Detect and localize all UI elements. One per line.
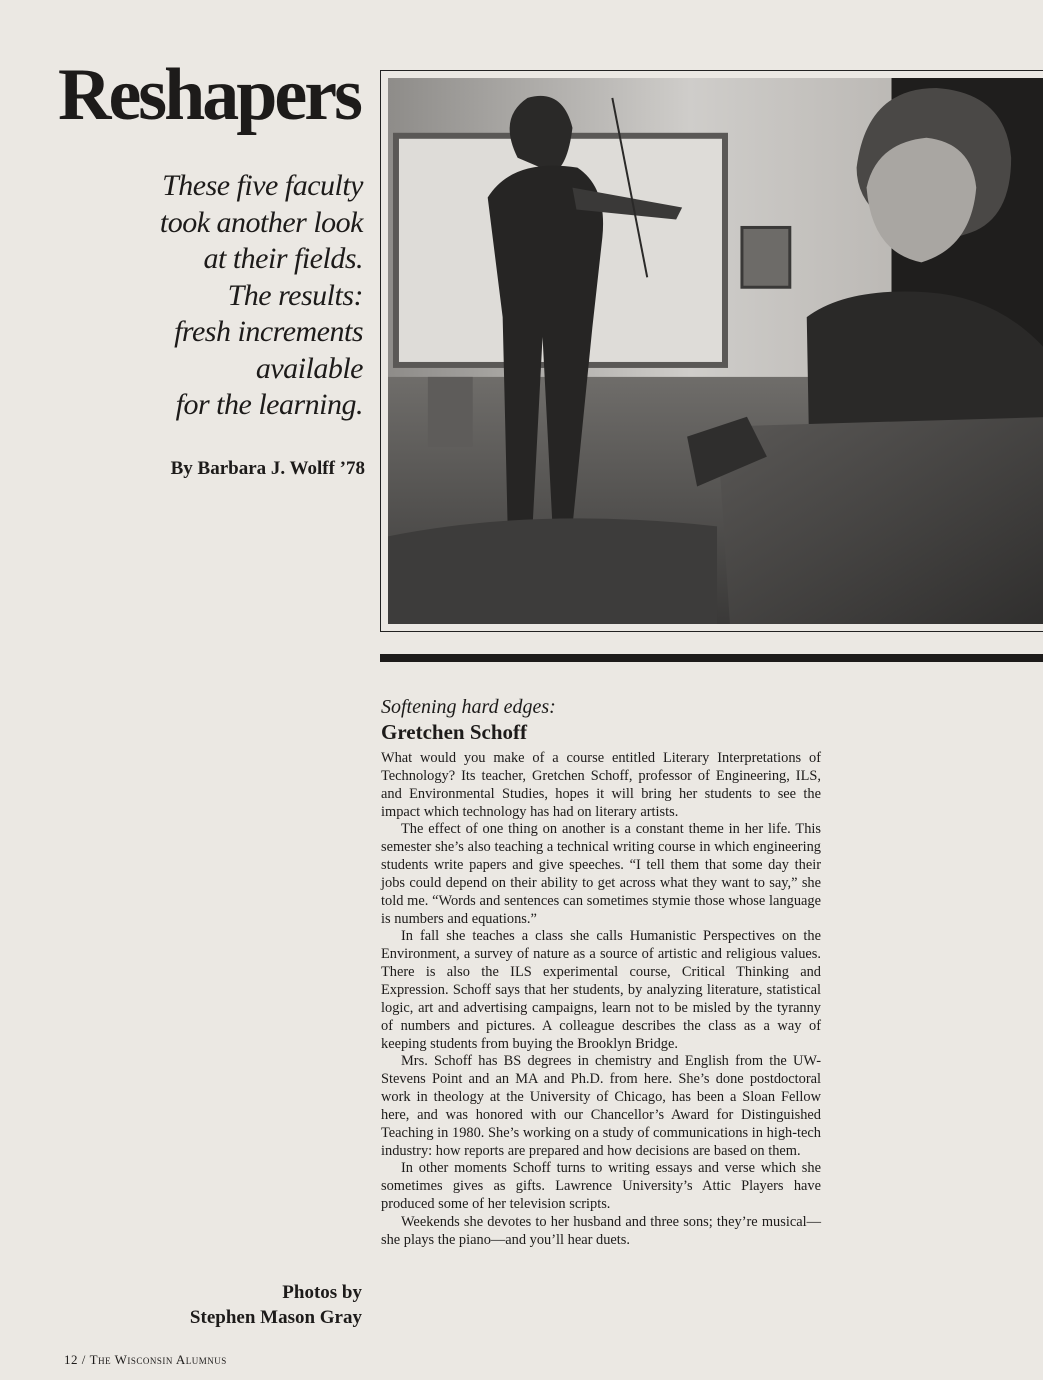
- page-number: 12: [64, 1352, 78, 1367]
- body-paragraph: What would you make of a course entitled Literary Interpretations of Technology? Its teacher, Gretchen Schoff, professor of Engineering, ILS, and Environmental Studies, hopes it will bring her students to see the impact which technology has had on literary artists.: [381, 750, 821, 820]
- deck-line: at their fields.: [203, 242, 363, 275]
- body-paragraph: In fall she teaches a class she calls Humanistic Perspectives on the Environment, a survey of nature as a source of artistic and religious values. There is also the ILS experimental course, Critical Thinking and Expression. Schoff says that her students, by analyzing literature, statistical logic, art and advertising campaigns, learn not to be misled by the tyranny of numbers and pictures. A colleague describes the class as a way of keeping students from buying the Brooklyn Bridge.: [381, 928, 821, 1052]
- section-divider: [380, 654, 1043, 662]
- photo-credit-line: Stephen Mason Gray: [189, 1307, 362, 1328]
- deck-line: fresh increments: [174, 315, 363, 348]
- section-name: Gretchen Schoff: [381, 720, 528, 744]
- photo-credit: [190, 1280, 362, 1330]
- body-paragraph: In other moments Schoff turns to writing essays and verse which she sometimes gives as gifts. Lawrence University’s Attic Players have produced some of her television scripts.: [381, 1160, 821, 1213]
- deck-line: The results:: [227, 278, 363, 312]
- deck-line: These five faculty: [162, 169, 363, 202]
- article-title: Reshapers: [58, 54, 360, 136]
- photo-violinist-and-pianist: [388, 78, 1043, 624]
- byline: By Barbara J. Wolff ’78: [170, 458, 365, 479]
- body-paragraph: Mrs. Schoff has BS degrees in chemistry and English from the UW-Stevens Point and an MA and Ph.D. from here. She’s done postdoctoral work in theology at the University of Chicago, has been a Sloan Fellow here, and was honored with our Chancellor’s Award for Distinguished Teaching in 1980. She’s working on a study of communications in high-tech industry: how reports are prepared and how decisions are based on them.: [381, 1053, 821, 1159]
- body-paragraph: The effect of one thing on another is a constant theme in her life. This semester she’s also teaching a technical writing course in which engineering students write papers and give speeches. “I tell them that some day their jobs could depend on their ability to get across what they want to say,” she told me. “Words and sentences can sometimes stymie those whose language is numbers and equations.”: [381, 821, 821, 927]
- section-kicker: Softening hard edges:: [381, 696, 556, 718]
- footer-separator: /: [81, 1352, 86, 1367]
- deck-line: took another look: [159, 205, 363, 239]
- page-footer: [64, 1352, 227, 1368]
- article-body: [381, 750, 821, 1250]
- deck-line: for the learning.: [175, 388, 363, 421]
- publication-name: The Wisconsin Alumnus: [89, 1352, 227, 1367]
- deck-line: available: [255, 351, 363, 385]
- body-paragraph: Weekends she devotes to her husband and three sons; they’re musical—she plays the piano—and you’ll hear duets.: [381, 1213, 821, 1248]
- photo-credit-line: Photos by: [282, 1282, 362, 1303]
- article-deck: [63, 168, 363, 424]
- article-photo: [380, 70, 1043, 632]
